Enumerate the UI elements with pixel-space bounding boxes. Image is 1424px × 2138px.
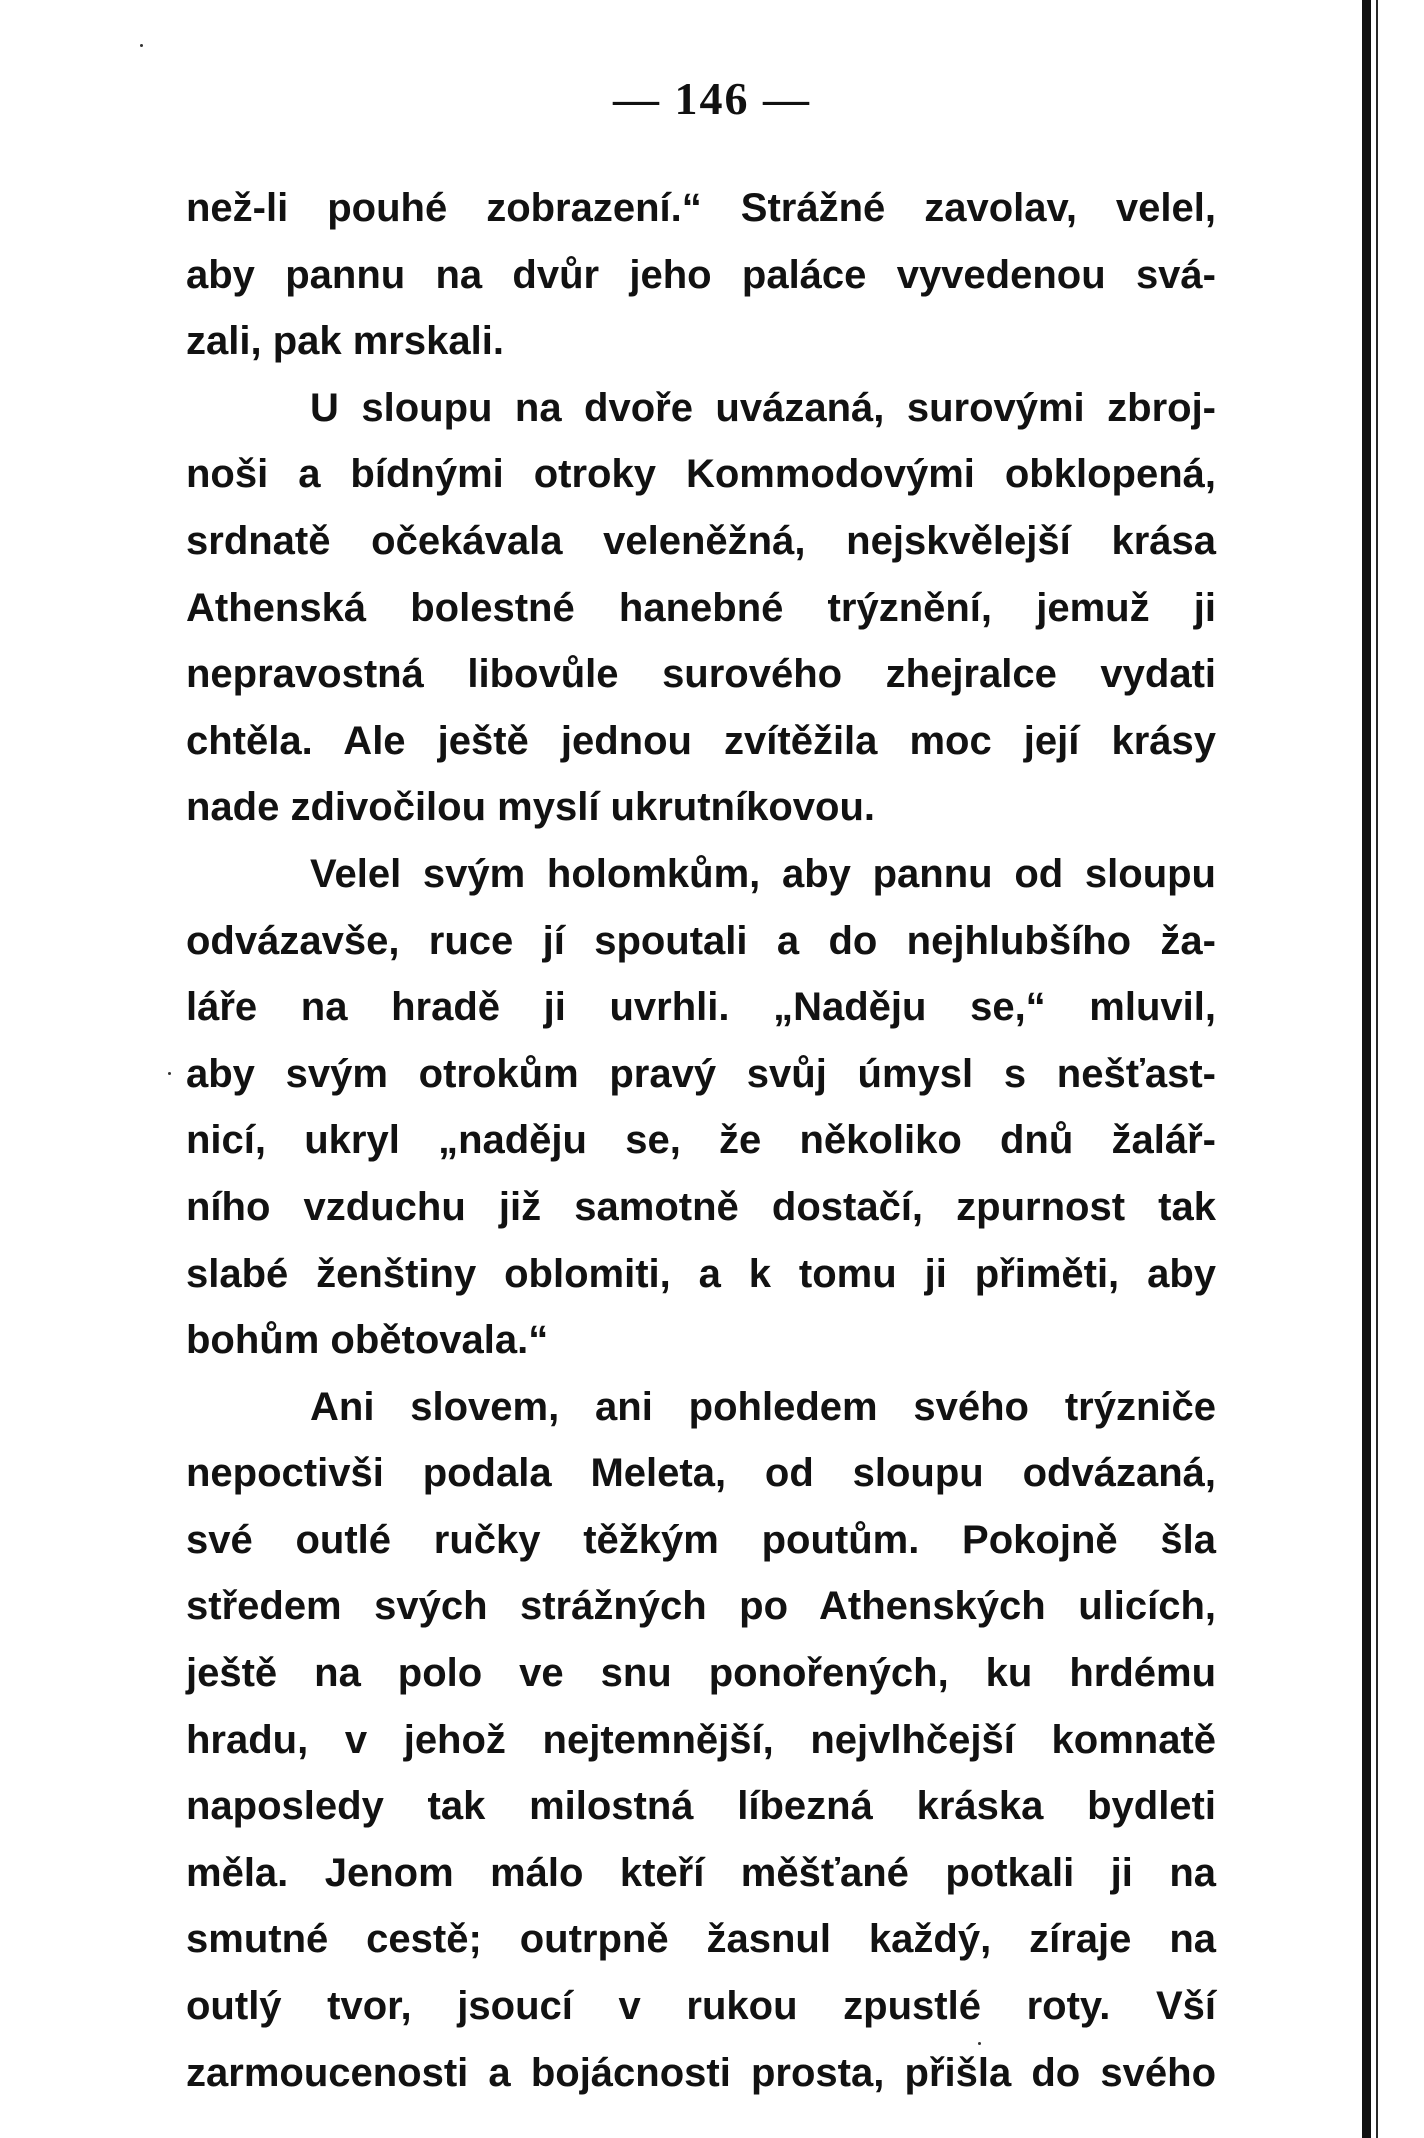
- text-line: měla. Jenom málo kteří měšťané potkali ji na: [186, 1850, 1216, 1895]
- binding-rule-thin: [1376, 0, 1378, 2138]
- text-line: aby svým otrokům pravý svůj úmysl s nešťast-: [186, 1051, 1216, 1096]
- text-line: své outlé ručky těžkým poutům. Pokojně šla: [186, 1517, 1216, 1562]
- text-line: noši a bídnými otroky Kommodovými obklopená,: [186, 452, 1216, 497]
- text-line: srdnatě očekávala veleněžná, nejskvělejší krása: [186, 518, 1216, 563]
- text-line: aby pannu na dvůr jeho paláce vyvedenou svá-: [186, 252, 1216, 297]
- page-number: — 146 —: [613, 73, 811, 124]
- text-line: outlý tvor, jsoucí v rukou zpustlé roty. Vší: [186, 1984, 1216, 2029]
- text-line: nade zdivočilou myslí ukrutníkovou.: [186, 785, 876, 830]
- text-line: láře na hradě ji uvrhli. „Naděju se,“ mluvil,: [186, 985, 1216, 1030]
- text-line: nepravostná libovůle surového zhejralce vydati: [186, 652, 1216, 697]
- binding-edge: [1362, 0, 1424, 2138]
- text-line: Athenská bolestné hanebné trýznění, jemuž ji: [186, 585, 1216, 630]
- text-line: než-li pouhé zobrazení.“ Strážné zavolav, velel,: [186, 186, 1216, 230]
- text-line: hradu, v jehož nejtemnější, nejvlhčejší komnatě: [186, 1717, 1216, 1762]
- text-line: Velel svým holomkům, aby pannu od sloupu: [310, 851, 1216, 896]
- text-line: odvázavše, ruce jí spoutali a do nejhlubšího ža-: [186, 918, 1216, 963]
- scan-speck: [978, 2042, 981, 2045]
- text-line: středem svých strážných po Athenských ulicích,: [186, 1584, 1216, 1629]
- binding-rule-thick: [1362, 0, 1371, 2138]
- text-line: zarmoucenosti a bojácnosti prosta, přišla do svého: [186, 2050, 1216, 2095]
- text-line: ještě na polo ve snu ponořených, ku hrdému: [186, 1651, 1216, 1696]
- text-line: nepoctivši podala Meleta, od sloupu odvázaná,: [186, 1451, 1216, 1496]
- text-line: nicí, ukryl „naděju se, že několiko dnů žalář-: [186, 1118, 1216, 1163]
- text-line: chtěla. Ale ještě jednou zvítěžila moc její krásy: [186, 718, 1216, 763]
- text-line: U sloupu na dvoře uvázaná, surovými zbroj-: [310, 385, 1216, 430]
- body-text: [186, 175, 1216, 2106]
- text-line: slabé ženštiny oblomiti, a k tomu ji přiměti, aby: [186, 1251, 1216, 1296]
- text-line: naposledy tak milostná líbezná kráska bydleti: [186, 1784, 1216, 1829]
- text-line: bohům obětovala.“: [186, 1318, 549, 1363]
- text-line: Ani slovem, ani pohledem svého trýzniče: [310, 1384, 1216, 1429]
- text-line: smutné cestě; outrpně žasnul každý, zíraje na: [186, 1917, 1216, 1962]
- text-line: ního vzduchu již samotně dostačí, zpurnost tak: [186, 1184, 1216, 1229]
- scan-speck: [140, 44, 143, 47]
- text-line: zali, pak mrskali.: [186, 319, 504, 364]
- scan-speck: [168, 1072, 171, 1075]
